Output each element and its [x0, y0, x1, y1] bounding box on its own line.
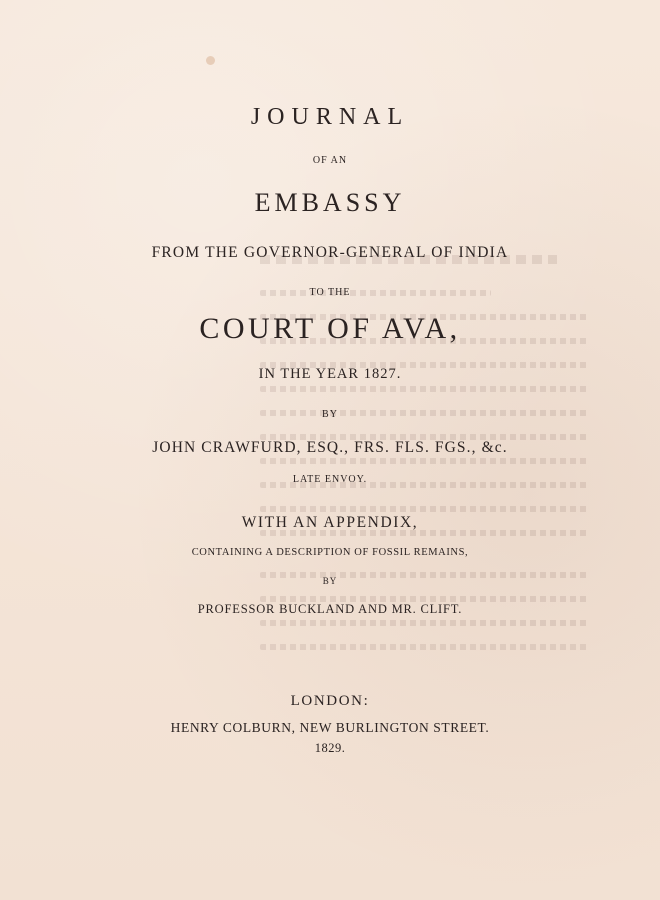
- appendix-description: CONTAINING A DESCRIPTION OF FOSSIL REMAINS,: [191, 547, 469, 558]
- imprint-city: LONDON:: [290, 693, 370, 709]
- title-in-the-year: IN THE YEAR 1827.: [258, 366, 402, 382]
- appendix-by-label: BY: [322, 576, 338, 586]
- appendix-heading: WITH AN APPENDIX,: [241, 514, 419, 531]
- title-to-the: TO THE: [309, 287, 351, 298]
- title-of-an: OF AN: [312, 155, 348, 166]
- title-from-governor-general: FROM THE GOVERNOR-GENERAL OF INDIA: [151, 244, 509, 261]
- imprint-publisher: HENRY COLBURN, NEW BURLINGTON STREET.: [170, 720, 490, 735]
- by-label: BY: [322, 409, 338, 420]
- appendix-authors: PROFESSOR BUCKLAND AND MR. CLIFT.: [197, 602, 463, 616]
- paper-stain: [206, 56, 215, 65]
- title-journal: JOURNAL: [250, 104, 410, 130]
- title-embassy: EMBASSY: [254, 188, 406, 217]
- title-court-of-ava: COURT OF AVA,: [199, 312, 461, 345]
- author-name: JOHN CRAWFURD, ESQ., FRS. FLS. FGS., &c.: [152, 439, 508, 456]
- imprint-year: 1829.: [314, 741, 346, 755]
- author-role: LATE ENVOY.: [292, 474, 368, 485]
